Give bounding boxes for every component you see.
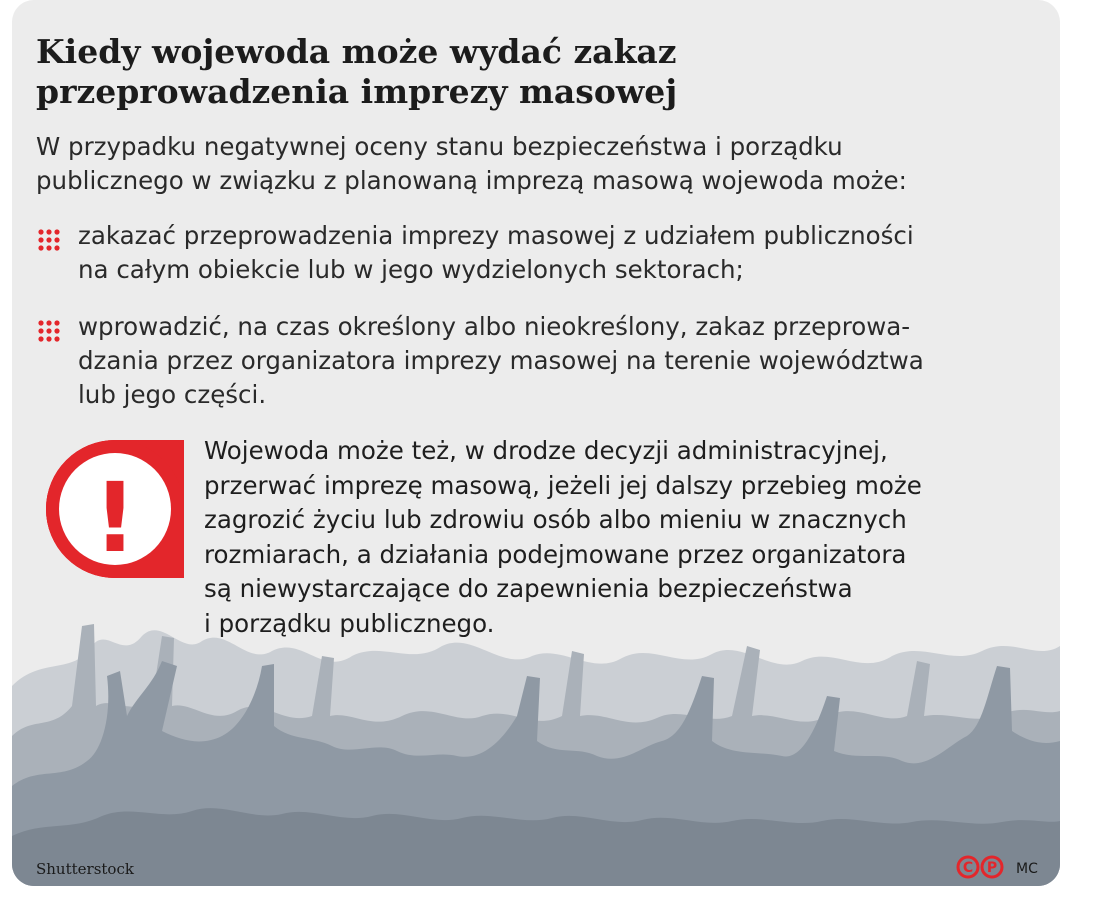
page-title — [36, 32, 1016, 112]
list-item-line: dzania przez organizatora imprezy masowej na terenie województwa — [78, 346, 924, 375]
infographic-card — [12, 0, 1060, 886]
copyright-c-p-icon — [956, 855, 1008, 879]
copyright-p-letter: P — [986, 860, 998, 876]
intro-line-2: publicznego w związku z planowaną imprezą masową wojewoda może: — [36, 166, 907, 195]
list-item-line: lub jego części. — [78, 380, 267, 409]
list-item-line: na całym obiekcie lub w jego wydzielonych sektorach; — [78, 255, 744, 284]
photo-credit: Shutterstock — [36, 860, 134, 878]
alert-line: zagrozić życiu lub zdrowiu osób albo mieniu w znacznych — [204, 505, 907, 534]
alert-line: i porządku publicznego. — [204, 608, 495, 638]
exclamation-alert-icon — [40, 434, 190, 584]
intro-line-1: W przypadku negatywnej oceny stanu bezpieczeństwa i porządku — [36, 132, 843, 161]
alert-line: Wojewoda może też, w drodze decyzji administracyjnej, — [204, 436, 888, 465]
alert-line: rozmiarach, a działania podejmowane przez organizatora — [204, 539, 907, 569]
alert-line: przerwać imprezę masową, jeżeli jej dalszy przebieg może — [204, 470, 922, 500]
alert-line: są niewystarczające do zapewnienia bezpieczeństwa — [204, 574, 853, 603]
exclamation-symbol: ! — [93, 462, 137, 574]
copyright-c-letter: C — [962, 860, 974, 876]
title-line-1: Kiedy wojewoda może wydać zakaz — [36, 32, 677, 71]
alert-paragraph — [204, 434, 1044, 641]
author-initials: MC — [1016, 861, 1038, 877]
list-item-text — [78, 310, 1038, 412]
list-item-text — [78, 219, 1038, 287]
dot-grid-bullet-icon — [38, 229, 60, 251]
intro-paragraph — [36, 130, 1036, 198]
dot-grid-bullet-icon — [38, 320, 60, 342]
list-item-line: zakazać przeprowadzenia imprezy masowej z udziałem publiczności — [78, 221, 914, 250]
list-item-line: wprowadzić, na czas określony albo nieokreślony, zakaz przeprowa- — [78, 312, 911, 341]
title-line-2: przeprowadzenia imprezy masowej — [36, 72, 678, 111]
